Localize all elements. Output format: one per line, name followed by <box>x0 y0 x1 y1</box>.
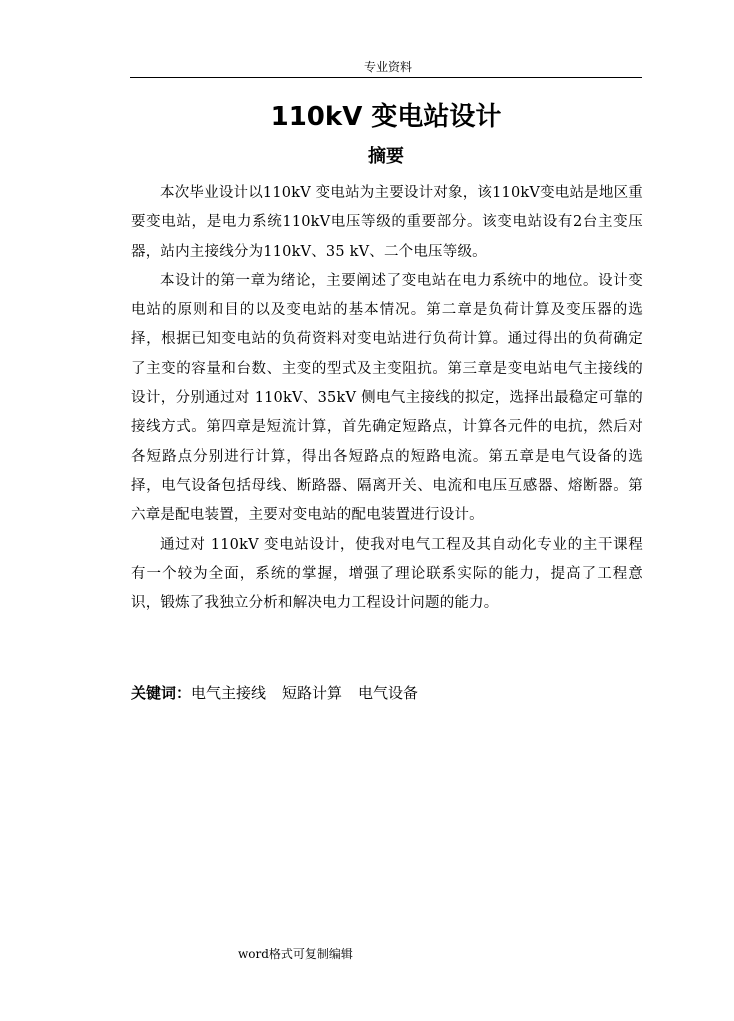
keywords-label: 关键词： <box>131 684 192 702</box>
abstract-heading: 摘要 <box>368 146 404 167</box>
keywords-line <box>131 679 418 707</box>
document-title: 110kV 变电站设计 <box>270 102 502 132</box>
keyword-item: 电气设备 <box>358 684 419 702</box>
abstract-paragraph-3: 通过对 110kV 变电站设计，使我对电气工程及其自动化专业的主干课程有一个较为全面，系统的掌握，增强了理论联系实际的能力，提高了工程意识，锻炼了我独立分析和解决电力工程设计问题的能力。 <box>131 536 643 612</box>
abstract-paragraph-2: 本设计的第一章为绪论，主要阐述了变电站在电力系统中的地位。设计变电站的原则和目的以及变电站的基本情况。第二章是负荷计算及变压器的选择，根据已知变电站的负荷资料对变电站进行负荷计算。通过得出的负荷确定了主变的容量和台数、主变的型式及主变阻抗。第三章是变电站电气主接线的设计，分别通过对 110kV、35kV 侧电气主接线的拟定，选择出最稳定可靠的接线方式。第四章是短流计算，首先确定短路点，计算各元件的电抗，然后对各短路点分别进行计算，得出各短路点的短路电流。第五章是电气设备的选择，电气设备包括母线、断路器、隔离开关、电流和电压互感器、熔断器。第六章是配电装置，主要对变电站的配电装置进行设计。 <box>131 272 643 524</box>
page-footer: word格式可复制编辑 <box>238 947 353 961</box>
keyword-item: 电气主接线 <box>191 684 267 702</box>
header-divider <box>130 77 642 78</box>
page-header: 专业资料 <box>363 60 412 74</box>
keyword-item: 短路计算 <box>282 684 343 702</box>
abstract-paragraph-1: 本次毕业设计以110kV 变电站为主要设计对象，该110kV变电站是地区重要变电站，是电力系统110kV电压等级的重要部分。该变电站设有2台主变压器，站内主接线分为110kV、35 kV、二个电压等级。 <box>131 185 643 260</box>
abstract-body <box>131 179 643 618</box>
